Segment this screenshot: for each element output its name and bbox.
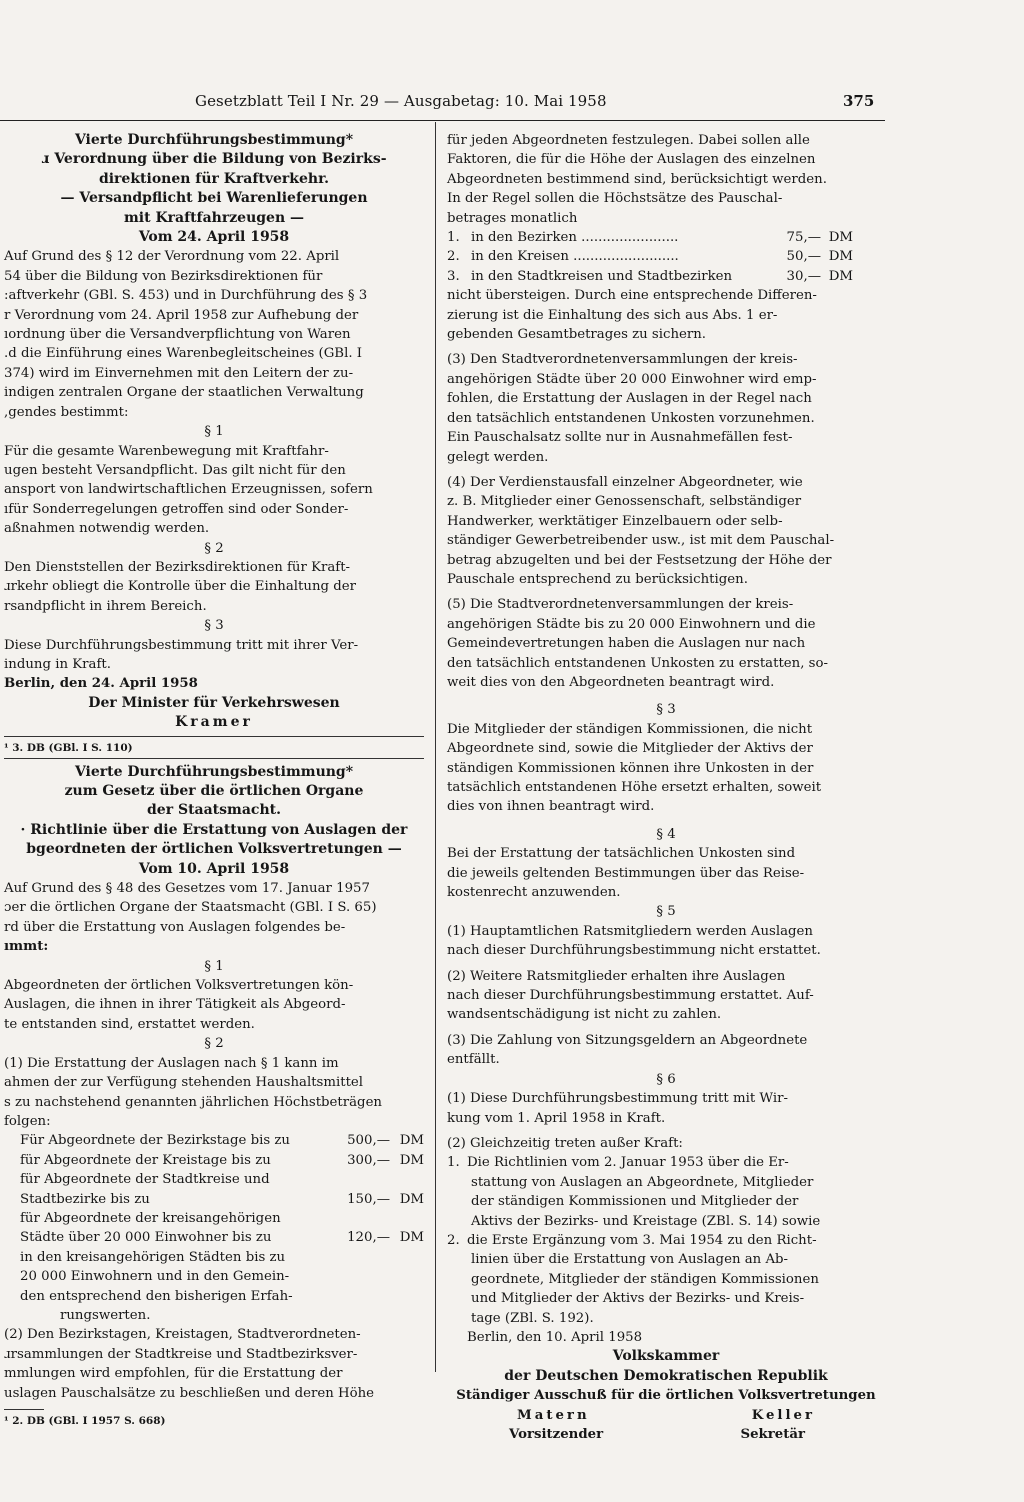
text-line: Bei der Erstattung der tatsächlichen Unkosten sind — [447, 846, 796, 862]
text-line: r Verordnung vom 24. April 1958 zur Aufhebung der — [4, 307, 359, 323]
text-line: weit dies von den Abgeordneten beantragt wird. — [447, 674, 775, 690]
text-line: rsandpflicht in ihrem Bereich. — [4, 598, 207, 614]
minister-title: Der Minister für Verkehrswesen — [88, 694, 340, 711]
list-number: 1. — [447, 1155, 460, 1171]
rate-value: 120,— — [347, 1230, 390, 1246]
heading-date: Vom 10. April 1958 — [138, 860, 290, 877]
signature-names — [447, 1406, 885, 1425]
text-line: Den Dienststellen der Bezirksdirektionen für Kraft- — [4, 559, 351, 575]
article-2-heading — [4, 763, 424, 879]
section-heading: § 5 — [656, 904, 676, 920]
text-line: Auf Grund des § 12 der Verordnung vom 22. April — [4, 249, 340, 265]
rate-value: 50,— — [786, 249, 821, 265]
place-date: Berlin, den 24. April 1958 — [4, 676, 198, 692]
text-line: (5) Die Stadtverordnetenversammlungen der kreis- — [447, 597, 794, 613]
rate-row — [4, 1190, 424, 1209]
rate-row — [4, 1209, 424, 1228]
text-line: dies von ihnen beantragt wird. — [447, 799, 655, 815]
text-line: den tatsächlich entstandenen Unkosten vorzunehmen. — [447, 410, 815, 426]
section-heading: § 1 — [204, 424, 224, 440]
text-line: den tatsächlich entstandenen Unkosten zu erstatten, so- — [447, 655, 828, 671]
text-line: (1) Diese Durchführungsbestimmung tritt mit Wir- — [447, 1091, 788, 1107]
text-line: te entstanden sind, erstattet werden. — [4, 1016, 255, 1032]
rate-row — [447, 267, 885, 286]
section-heading: § 3 — [656, 702, 676, 718]
text-line: s zu nachstehend genannten jährlichen Höchstbeträgen — [4, 1094, 383, 1110]
rate-row — [4, 1170, 424, 1189]
text-line: Abgeordneten der örtlichen Volksvertretungen kön- — [4, 978, 354, 994]
list-number: 2. — [447, 1232, 460, 1248]
text-line: Die Mitglieder der ständigen Kommissionen, die nicht — [447, 721, 813, 737]
rate-label: in den Stadtkreisen und Stadtbezirken — [471, 268, 733, 284]
issuing-body: der Deutschen Demokratischen Republik — [504, 1367, 828, 1384]
text-line: ɹrkehr obliegt die Kontrolle über die Einhaltung der — [4, 579, 356, 595]
header-rule — [0, 120, 885, 121]
rate-row — [4, 1131, 424, 1150]
text-line: Abgeordneten bestimmend sind, berücksichtigt werden. — [447, 171, 827, 187]
list-item — [447, 1231, 885, 1250]
rate-value: 30,— — [786, 268, 821, 284]
rate-label: Städte über 20 000 Einwohner bis zu — [20, 1230, 272, 1246]
section-heading: § 4 — [656, 826, 676, 842]
text-line: Diese Durchführungsbestimmung tritt mit ihrer Ver- — [4, 637, 359, 653]
rate-unit: DM — [399, 1133, 424, 1149]
signature-roles — [447, 1425, 885, 1444]
text-line: .d die Einführung eines Warenbegleitscheines (GBl. I — [4, 346, 363, 362]
rate-unit: DM — [828, 268, 853, 284]
text-line: ɔer die örtlichen Organe der Staatsmacht (GBl. I S. 65) — [4, 900, 377, 916]
page-number: 375 — [843, 92, 875, 110]
signer-name: Keller — [751, 1407, 815, 1423]
text-line: (3) Den Stadtverordnetenversammlungen der kreis- — [447, 352, 798, 368]
text-line: die jeweils geltenden Bestimmungen über das Reise- — [447, 865, 805, 881]
page-header — [0, 92, 1024, 116]
rate-unit: DM — [828, 249, 853, 265]
heading-date: Vom 24. April 1958 — [138, 229, 290, 246]
rate-unit: DM — [828, 230, 853, 246]
text-line: Für die gesamte Warenbewegung mit Kraftfahr- — [4, 443, 329, 459]
text-line: gelegt werden. — [447, 449, 549, 465]
text-line: uslagen Pauschalsätze zu beschließen und deren Höhe — [4, 1385, 375, 1401]
text-line: gebenden Gesamtbetrages zu sichern. — [447, 327, 707, 343]
text-line: wandsentschädigung ist nicht zu zahlen. — [447, 1007, 722, 1023]
heading-line: ɹ Verordnung über die Bildung von Bezirks- — [41, 151, 387, 168]
text-line: für jeden Abgeordneten festzulegen. Dabei sollen alle — [447, 133, 810, 148]
heading-line: mit Kraftfahrzeugen — — [123, 209, 304, 226]
rate-value: 300,— — [347, 1152, 390, 1168]
text-line: (3) Die Zahlung von Sitzungsgeldern an Abgeordnete — [447, 1032, 808, 1048]
heading-line: der Staatsmacht. — [147, 802, 281, 819]
list-line: tage (ZBl. S. 192). — [471, 1310, 594, 1326]
list-line: Die Richtlinien vom 2. Januar 1953 über die Er- — [467, 1155, 789, 1171]
text-line: ständigen Kommissionen können ihre Unkosten in der — [447, 760, 814, 776]
text-line: Abgeordnete sind, sowie die Mitglieder der Aktivs der — [447, 741, 813, 757]
rate-label: für Abgeordnete der Kreistage bis zu — [20, 1152, 271, 1168]
text-line: 374) wird im Einvernehmen mit den Leitern der zu- — [4, 365, 354, 381]
text-line: ugen besteht Versandpflicht. Das gilt nicht für den — [4, 462, 346, 478]
text-line: Pauschale entsprechend zu berücksichtigen. — [447, 571, 748, 587]
footnote: ¹ 2. DB (GBl. I 1957 S. 668) — [4, 1415, 166, 1427]
section-heading: § 2 — [204, 540, 224, 556]
left-column — [4, 131, 424, 1427]
heading-line: · Richtlinie über die Erstattung von Auslagen der — [20, 821, 408, 838]
list-line: Aktivs der Bezirks- und Kreistage (ZBl. S. 14) sowie — [471, 1213, 821, 1229]
text-line: (1) Die Erstattung der Auslagen nach § 1 kann im — [4, 1055, 339, 1071]
rate-row — [4, 1151, 424, 1170]
rate-value: 500,— — [347, 1133, 390, 1149]
signer-role: Vorsitzender — [509, 1427, 604, 1442]
text-line: ahmen der zur Verfügung stehenden Haushaltsmittel — [4, 1075, 364, 1091]
footnote: ¹ 3. DB (GBl. I S. 110) — [4, 741, 133, 754]
rate-label: in den kreisangehörigen Städten bis zu — [20, 1249, 286, 1265]
rate-row — [4, 1267, 424, 1286]
text-line: (4) Der Verdienstausfall einzelner Abgeordneter, wie — [447, 474, 803, 490]
rate-row — [447, 228, 885, 247]
text-line: nach dieser Durchführungsbestimmung nicht erstattet. — [447, 943, 821, 959]
heading-line: direktionen für Kraftverkehr. — [98, 170, 330, 187]
section-heading: § 3 — [204, 618, 224, 634]
text-line: angehörigen Städte bis zu 20 000 Einwohnern und die — [447, 616, 816, 632]
text-line: (2) Den Bezirkstagen, Kreistagen, Stadtverordneten- — [4, 1327, 361, 1343]
text-line: indigen zentralen Organe der staatlichen Verwaltung — [4, 385, 364, 401]
text-line: ɹrsammlungen der Stadtkreise und Stadtbezirksver- — [4, 1346, 358, 1362]
text-line: Handwerker, werktätiger Einzelbauern oder selb- — [447, 513, 783, 529]
text-line: nicht übersteigen. Durch eine entsprechende Differen- — [447, 288, 817, 304]
text-line: Faktoren, die für die Höhe der Auslagen des einzelnen — [447, 152, 816, 168]
section-heading: § 2 — [204, 1036, 224, 1052]
text-line: ansport von landwirtschaftlichen Erzeugnissen, sofern — [4, 482, 373, 498]
list-line: linien über die Erstattung von Auslagen an Ab- — [471, 1252, 789, 1268]
issuing-body: Volkskammer — [612, 1348, 720, 1365]
rate-label: Stadtbezirke bis zu — [20, 1191, 150, 1207]
rate-label: 20 000 Einwohnern und in den Gemein- — [20, 1269, 290, 1285]
text-line: ständiger Gewerbetreibender usw., ist mit dem Pauschal- — [447, 533, 835, 549]
article-1-heading — [4, 131, 424, 247]
text-line: entfällt. — [447, 1052, 500, 1068]
rate-label: in den Kreisen ......................... — [471, 249, 679, 265]
rate-label: rungswerten. — [60, 1307, 151, 1323]
text-line: Gemeindevertretungen haben die Auslagen nur nach — [447, 636, 806, 652]
text-line: (2) Gleichzeitig treten außer Kraft: — [447, 1135, 683, 1151]
text-line: In der Regel sollen die Höchstsätze des Pauschal- — [447, 191, 783, 207]
list-item — [447, 1153, 885, 1172]
text-line: folgen: — [4, 1113, 51, 1129]
article-1-intro — [4, 247, 424, 422]
rate-value: 150,— — [347, 1191, 390, 1207]
text-line: indung in Kraft. — [4, 656, 111, 672]
text-line: :aftverkehr (GBl. S. 453) und in Durchführung des § 3 — [4, 288, 368, 304]
text-line: aßnahmen notwendig werden. — [4, 521, 210, 537]
text-line: 54 über die Bildung von Bezirksdirektionen für — [4, 268, 323, 284]
text-line: ımmt: — [4, 939, 49, 955]
text-line: ,gendes bestimmt: — [4, 404, 129, 420]
signer-role: Sekretär — [740, 1427, 805, 1442]
heading-line: bgeordneten der örtlichen Volksvertretungen — — [26, 841, 402, 858]
list-line: und Mitglieder der Aktivs der Bezirks- und Kreis- — [471, 1291, 805, 1307]
rate-row — [4, 1228, 424, 1247]
article-divider — [4, 758, 424, 759]
text-line: kung vom 1. April 1958 in Kraft. — [447, 1110, 666, 1126]
signer-name: Kramer — [175, 714, 253, 731]
text-line: z. B. Mitglieder einer Genossenschaft, selbständiger — [447, 494, 802, 510]
text-line: mmlungen wird empfohlen, für die Erstattung der — [4, 1366, 343, 1382]
rate-label: für Abgeordnete der kreisangehörigen — [20, 1210, 281, 1226]
rate-number: 3. — [447, 268, 460, 284]
heading-line: Vierte Durchführungsbestimmung* — [74, 763, 354, 780]
rate-number: 1. — [447, 230, 460, 246]
signer-name: Matern — [517, 1407, 590, 1423]
rate-row — [447, 247, 885, 266]
text-line: betrag abzugelten und bei der Festsetzung der Höhe der — [447, 552, 832, 568]
heading-line: Vierte Durchführungsbestimmung* — [74, 132, 354, 148]
text-line: fohlen, die Erstattung der Auslagen in der Regel nach — [447, 391, 812, 407]
list-line: stattung von Auslagen an Abgeordnete, Mitglieder — [471, 1174, 814, 1190]
rate-number: 2. — [447, 249, 460, 265]
text-line: angehörigen Städte über 20 000 Einwohner wird emp- — [447, 371, 817, 387]
text-line: ıordnung über die Versandverpflichtung von Waren — [4, 327, 351, 343]
list-line: der ständigen Kommissionen und Mitglieder der — [471, 1194, 799, 1210]
rate-label: in den Bezirken ....................... — [471, 230, 679, 246]
rate-value: 75,— — [786, 230, 821, 246]
header-title: Gesetzblatt Teil I Nr. 29 — Ausgabetag: 10. Mai 1958 — [195, 92, 607, 110]
section-heading: § 1 — [204, 958, 224, 974]
text-line: Auf Grund des § 48 des Gesetzes vom 17. Januar 1957 — [4, 881, 370, 897]
list-line: geordnete, Mitglieder der ständigen Kommissionen — [471, 1271, 819, 1287]
rate-row — [4, 1248, 424, 1267]
text-line: betrages monatlich — [447, 210, 578, 226]
monthly-rates-table — [447, 228, 885, 286]
column-rule — [435, 122, 436, 1372]
text-line: Auslagen, die ihnen in ihrer Tätigkeit als Abgeord- — [4, 997, 346, 1013]
rate-label: Für Abgeordnete der Bezirkstage bis zu — [20, 1133, 290, 1149]
rate-label: für Abgeordnete der Stadtkreise und — [20, 1172, 270, 1188]
text-line: tatsächlich entstandenen Höhe ersetzt erhalten, soweit — [447, 780, 822, 795]
rates-table — [4, 1131, 424, 1325]
rate-unit: DM — [399, 1191, 424, 1207]
rate-unit: DM — [399, 1152, 424, 1168]
footnote-rule — [4, 1409, 44, 1410]
text-line: (1) Hauptamtlichen Ratsmitgliedern werden Auslagen — [447, 923, 813, 939]
rate-row — [4, 1306, 424, 1325]
right-column — [447, 131, 885, 1442]
rate-row — [4, 1287, 424, 1306]
text-line: ıfür Sonderregelungen getroffen sind oder Sonder- — [4, 501, 349, 517]
text-line: Ein Pauschalsatz sollte nur in Ausnahmefällen fest- — [447, 430, 793, 446]
heading-line: — Versandpflicht bei Warenlieferungen — [60, 190, 368, 207]
text-line: (2) Weitere Ratsmitglieder erhalten ihre Auslagen — [447, 968, 786, 984]
list-line: die Erste Ergänzung vom 3. Mai 1954 zu den Richt- — [467, 1232, 817, 1248]
text-line: nach dieser Durchführungsbestimmung erstattet. Auf- — [447, 988, 814, 1004]
issuing-committee: Ständiger Ausschuß für die örtlichen Volksvertretungen — [456, 1388, 876, 1404]
text-line: zierung ist die Einhaltung des sich aus Abs. 1 er- — [447, 307, 778, 323]
rate-label: den entsprechend den bisherigen Erfah- — [20, 1288, 293, 1304]
rate-unit: DM — [399, 1230, 424, 1246]
text-line: kostenrecht anzuwenden. — [447, 885, 621, 901]
repealed-list — [447, 1153, 885, 1328]
footnote-rule — [4, 736, 424, 737]
text-line: rd über die Erstattung von Auslagen folgendes be- — [4, 919, 346, 935]
heading-line: zum Gesetz über die örtlichen Organe — [64, 783, 364, 799]
section-heading: § 6 — [656, 1071, 676, 1087]
place-date: Berlin, den 10. April 1958 — [467, 1329, 643, 1345]
